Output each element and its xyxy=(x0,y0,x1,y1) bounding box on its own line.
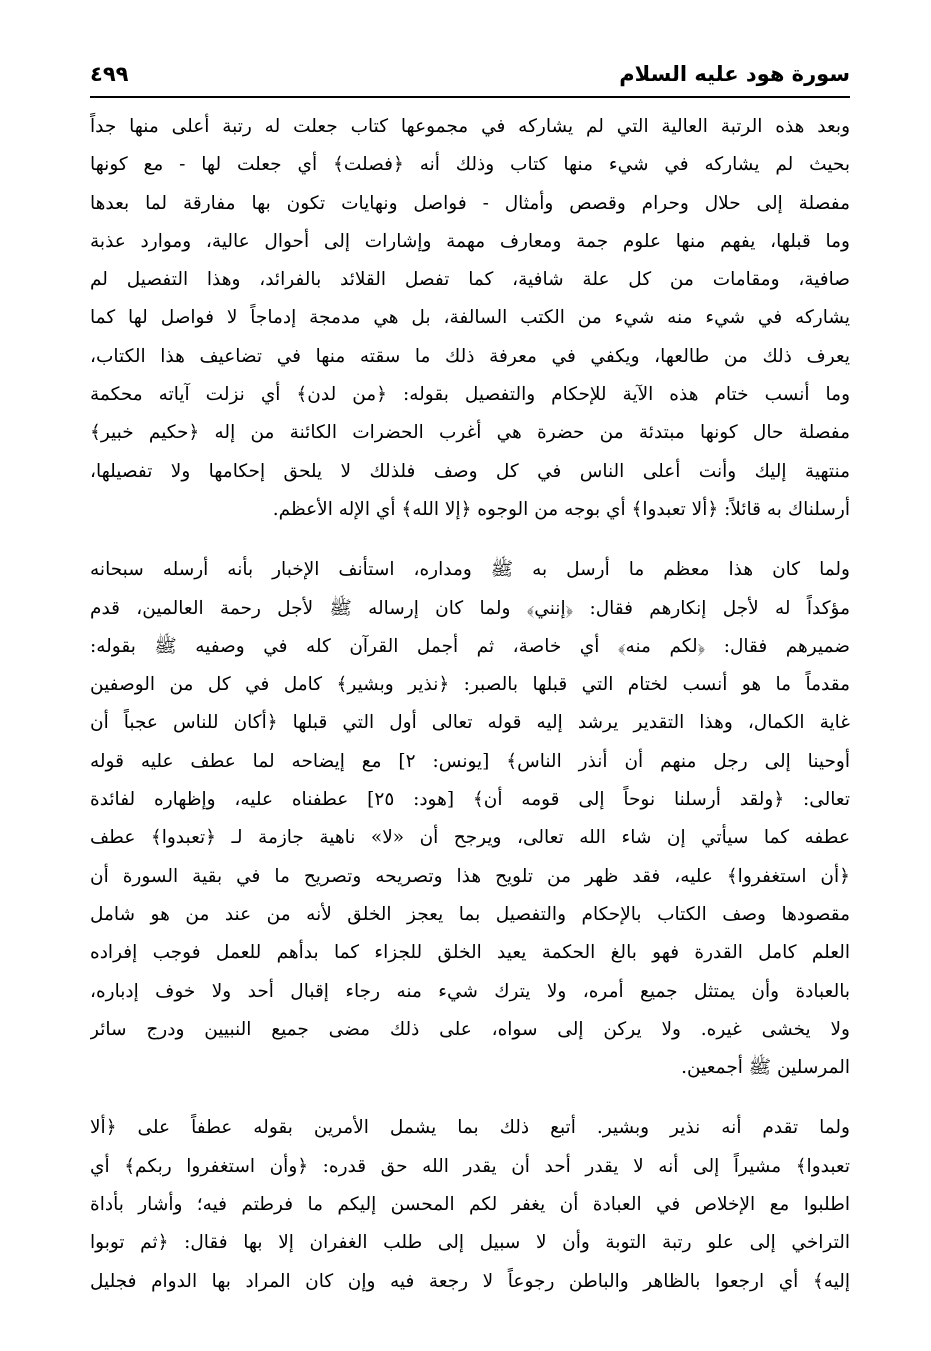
text-line: التراخي إلى علو رتبة التوبة وأن لا سبيل إلى طلب الغفران إلا بها فقال: ﴿ثم توبوا xyxy=(90,1232,850,1254)
page-number: ٤٩٩ xyxy=(90,62,129,86)
text-line: وبعد هذه الرتبة العالية التي لم يشاركه في مجموعها كتاب جعلت له رتبة أعلى منها جداً xyxy=(90,116,850,137)
text-line: تعبدوا﴾ مشيراً إلى أنه لا يقدر أحد أن يقدر الله حق قدره: ﴿وأن استغفروا ربكم﴾ أي xyxy=(90,1155,850,1177)
text-line: عطفه كما سيأتي إن شاء الله تعالى، ويرجح أن «لا» ناهية جازمة لـ ﴿تعبدوا﴾ عطف xyxy=(90,827,850,849)
running-title: سورة هود عليه السلام xyxy=(619,62,850,86)
text-line: مفصلة حال كونها مبتدئة من حضرة هي أغرب الحضرات الكائنة من إله ﴿حكيم خبير﴾ xyxy=(90,422,850,444)
text-line: وما أنسب ختام هذه الآية للإحكام والتفصيل بقوله: ﴿من لدن﴾ أي نزلت آياته محكمة xyxy=(90,384,850,406)
text-line: صافية، ومقامات من كل علة شافية، كما تفصل القلائد بالفرائد، وهذا التفصيل لم xyxy=(90,269,850,291)
text-line: ضميرهم فقال: ﴿لكم منه﴾ أي خاصة، ثم أجمل القرآن كله في وصفيه ﷺ بقوله: xyxy=(90,635,850,657)
text-line: ولا يخشى غيره. ولا يركن إلى سواه، على ذلك مضى جميع النبيين ودرج سائر xyxy=(90,1018,850,1040)
text-line: بالعبادة وأن يمتثل جميع أمره، ولا يترك شيء منه رجاء إقبال أحد ولا خوف إدباره، xyxy=(90,980,850,1002)
text-line: ولما كان هذا معظم ما أرسل به ﷺ ومداره، استأنف الإخبار بأنه أرسله سبحانه xyxy=(90,559,850,581)
paragraph-2 xyxy=(90,551,850,1087)
text-line: بحيث لم يشاركه في شيء منها كتاب وذلك أنه ﴿فصلت﴾ أي جعلت لها - مع كونها xyxy=(90,154,850,176)
text-line: أرسلناك به قائلاً: ﴿ألا تعبدوا﴾ أي بوجه من الوجوه ﴿إلا الله﴾ أي الإله الأعظم. xyxy=(272,498,850,520)
text-line: منتهية إليك وأنت أعلى الناس في كل وصف فلذلك لا يلحق إحكامها ولا تفصيلها، xyxy=(90,460,850,482)
text-line: مقصودها وصف الكتاب بالإحكام والتفصيل بما يعجز الخلق لأنه من عند من هو شامل xyxy=(90,903,850,925)
text-line: غاية الكمال، وهذا التقدير يرشد إليه قوله تعالى أول التي قبلها ﴿أكان للناس عجباً أن xyxy=(90,712,850,734)
text-line: ولما تقدم أنه نذير وبشير. أتبع ذلك بما يشمل الأمرين بقوله عطفاً على ﴿ألا xyxy=(90,1117,850,1139)
text-line: المرسلين ﷺ أجمعين. xyxy=(681,1057,850,1079)
text-line: يشاركه في شيء منه شيء من الكتب السالفة، بل هي مدمجة إدماجاً لا فواصل لها كما xyxy=(90,307,850,329)
text-line: العلم كامل القدرة فهو بالغ الحكمة يعيد الخلق للجزاء كما بدأهم للعمل فوجب إفراده xyxy=(90,942,850,964)
text-line: مفصلة إلى حلال وحرام وقصص وأمثال - فواصل ونهايات تكون بها مفارقة لما بعدها xyxy=(90,192,850,214)
paragraph-3 xyxy=(90,1109,850,1300)
page-header xyxy=(90,56,850,98)
page-body xyxy=(90,108,850,1301)
text-line: ﴿أن استغفروا﴾ عليه، فقد ظهر من تلويح هذا وتصريحه وتصريح ما في بقية السورة أن xyxy=(90,865,850,887)
text-line: تعالى: ﴿ولقد أرسلنا نوحاً إلى قومه أن﴾ [هود: ٢٥] عطفناه عليه، وإظهاره لفائدة xyxy=(90,789,850,811)
text-line: مقدماً ما هو أنسب لختام التي قبلها بالصبر: ﴿نذير وبشير﴾ كامل في كل من الوصفين xyxy=(90,674,850,696)
text-line: اطلبوا مع الإخلاص في العبادة أن يغفر لكم المحسن إليكم ما فرطتم فيه؛ وأشار بأداة xyxy=(90,1194,850,1216)
text-line: وما قبلها، يفهم منها علوم جمة ومعارف مهمة وإشارات إلى أحوال عالية، وموارد عذبة xyxy=(90,230,850,252)
paragraph-1 xyxy=(90,108,850,529)
text-line: مؤكداً له لأجل إنكارهم فقال: ﴿إنني﴾ ولما كان إرساله ﷺ لأجل رحمة العالمين، قدم xyxy=(90,597,850,619)
text-line: إليه﴾ أي ارجعوا بالظاهر والباطن رجوعاً لا رجعة فيه وإن كان المراد بها الدوام فجليل xyxy=(90,1270,850,1292)
text-line: أوحينا إلى رجل منهم أن أنذر الناس﴾ [يونس: ٢] مع إيضاحه لما عطف عليه قوله xyxy=(90,750,850,772)
text-line: يعرف ذلك من طالعها، ويكفي في معرفة ذلك ما سقته منها في تضاعيف هذا الكتاب، xyxy=(90,345,850,367)
